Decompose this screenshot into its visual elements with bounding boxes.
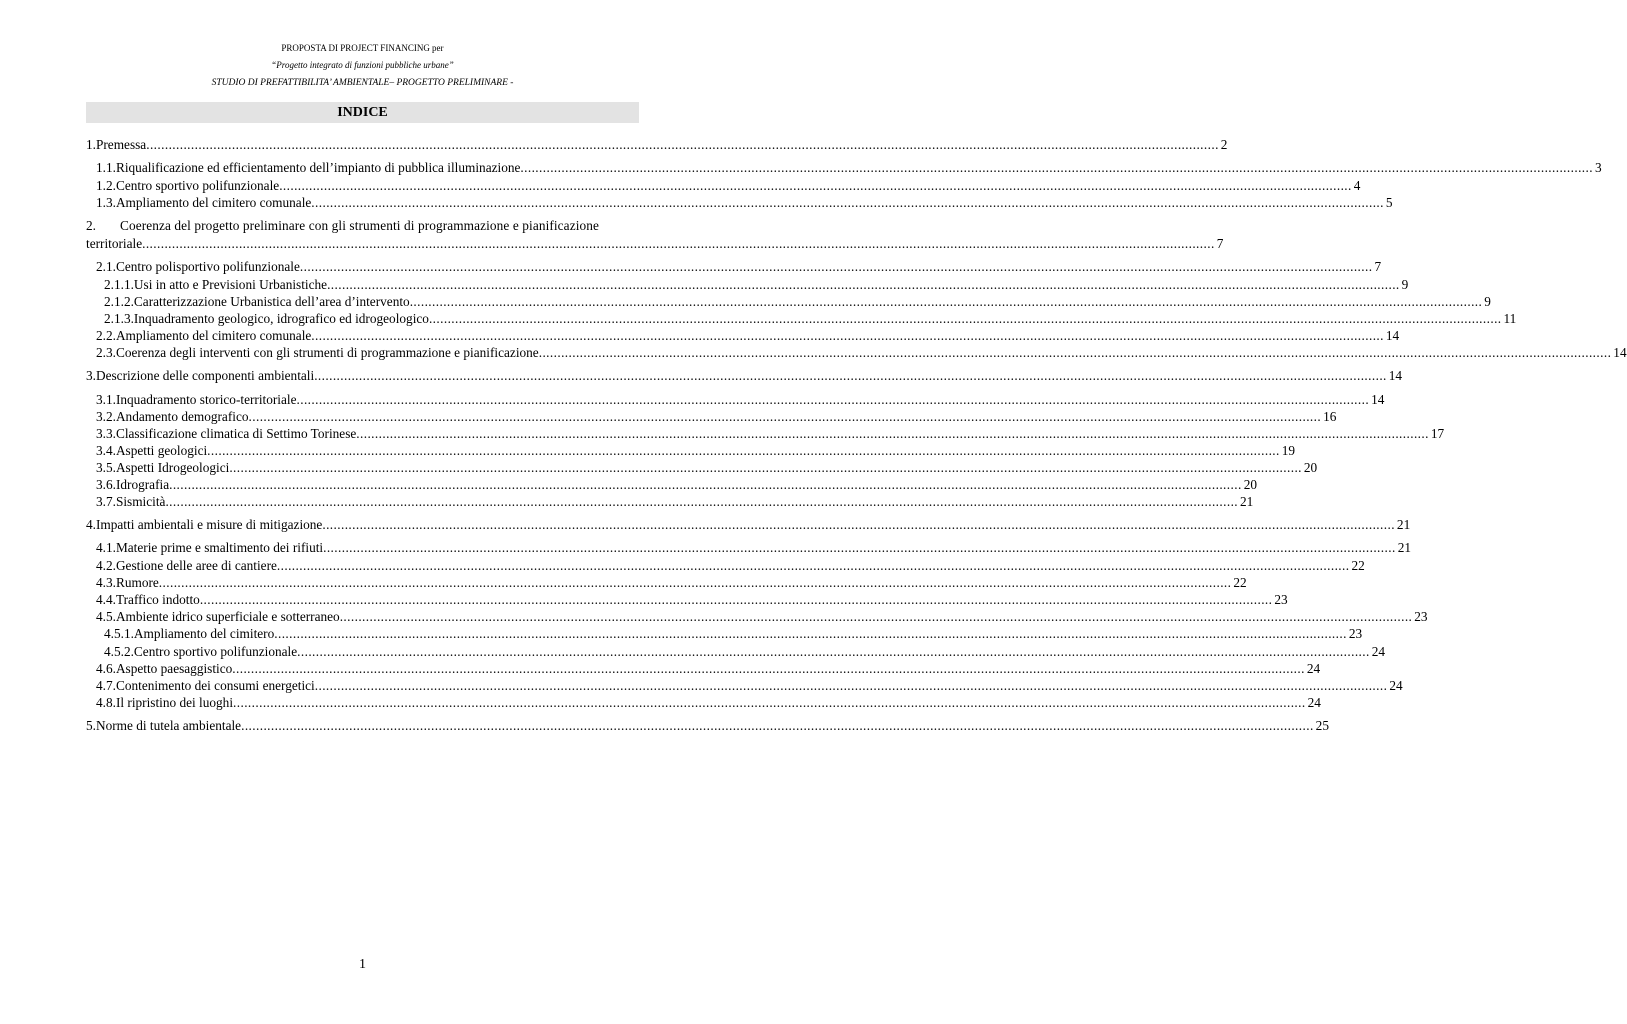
- toc-entry-page: 21: [1396, 517, 1411, 532]
- toc-entry[interactable]: [86, 625, 1363, 642]
- toc-entry-page: 11: [1503, 311, 1517, 326]
- toc-entry-title: Rumore: [115, 575, 159, 590]
- index-title: INDICE: [86, 102, 639, 123]
- toc-entry-title: Inquadramento geologico, idrografico ed idrogeologico: [133, 311, 429, 326]
- toc-entry-page: 24: [1371, 644, 1386, 659]
- toc-entry-title: Usi in atto e Previsioni Urbanistiche: [133, 277, 328, 292]
- toc-leader-dots: [322, 516, 1395, 533]
- toc-leader-dots: [297, 643, 1370, 660]
- toc-leader-dots: [311, 327, 1384, 344]
- toc-entry[interactable]: [86, 459, 1318, 476]
- toc-entry-number: 3.: [86, 368, 96, 383]
- toc-entry-title: Ampliamento del cimitero: [133, 626, 275, 641]
- toc-entry-title: Il ripristino dei luoghi: [115, 695, 234, 710]
- toc-entry-title: Contenimento dei consumi energetici: [115, 678, 315, 693]
- toc-entry[interactable]: [86, 344, 1627, 361]
- toc-entry[interactable]: [86, 425, 1445, 442]
- toc-leader-dots: [232, 660, 1305, 677]
- header-line-1: PROPOSTA DI PROJECT FINANCING per: [281, 43, 444, 53]
- toc-entry-number: 4.: [86, 517, 96, 532]
- toc-entry-title: Riqualificazione ed efficientamento dell’impianto di pubblica illuminazione: [115, 160, 521, 175]
- toc-entry-number: 2.1.: [96, 259, 116, 274]
- header-line-2: “Progetto integrato di funzioni pubbliche urbane”: [271, 60, 454, 70]
- toc-entry[interactable]: [86, 643, 1386, 660]
- toc-entry-page: 24: [1306, 661, 1321, 676]
- toc-entry-title: Aspetto paesaggistico: [115, 661, 233, 676]
- toc-entry[interactable]: [86, 516, 1411, 533]
- toc-entry-title: Norme di tutela ambientale: [95, 718, 242, 733]
- toc-entry-number: 4.1.: [96, 540, 116, 555]
- toc-entry-title: Coerenza del progetto preliminare con gli strumenti di programmazione e pianificazione: [120, 218, 599, 233]
- toc-entry-number: 3.3.: [96, 426, 116, 441]
- toc-entry-title: Sismicità: [115, 494, 166, 509]
- toc-entry-title: Gestione delle aree di cantiere: [115, 558, 277, 573]
- toc-entry[interactable]: [86, 557, 1365, 574]
- toc-entry[interactable]: [86, 177, 1361, 194]
- toc-entry-title: Classificazione climatica di Settimo Torinese: [115, 426, 357, 441]
- toc-entry-page: 7: [1216, 236, 1224, 251]
- toc-entry-page: 3: [1594, 160, 1602, 175]
- toc-entry-number: 3.4.: [96, 443, 116, 458]
- toc-entry[interactable]: [86, 574, 1247, 591]
- toc-entry-page: 16: [1323, 409, 1337, 424]
- toc-leader-dots: [277, 557, 1350, 574]
- toc-entry-page: 24: [1307, 695, 1321, 710]
- toc-entry[interactable]: [86, 608, 1428, 625]
- toc-entry-number: 4.8.: [96, 695, 116, 710]
- toc-entry-number: 4.5.1.: [104, 626, 134, 641]
- toc-entry-number: 4.6.: [96, 661, 116, 676]
- toc-entry-number: 4.7.: [96, 678, 116, 693]
- toc-entry-title: Impatti ambientali e misure di mitigazione: [95, 517, 323, 532]
- toc-entry[interactable]: [86, 159, 1602, 176]
- toc-leader-dots: [233, 694, 1306, 711]
- toc-entry-title: Andamento demografico: [115, 409, 249, 424]
- toc-entry[interactable]: [86, 493, 1254, 510]
- toc-entry-title-continued: territoriale: [86, 236, 143, 251]
- toc-leader-dots: [315, 677, 1388, 694]
- toc-entry-number: 1.: [86, 137, 96, 152]
- toc-leader-dots: [279, 177, 1352, 194]
- toc-entry-page: 21: [1240, 494, 1254, 509]
- toc-entry-page: 20: [1243, 477, 1257, 492]
- toc-entry-number: 2.1.1.: [104, 277, 134, 292]
- toc-leader-dots: [165, 493, 1238, 510]
- toc-entry[interactable]: [86, 367, 1403, 384]
- toc-entry-number: 3.1.: [96, 392, 116, 407]
- toc-entry-page: 9: [1484, 294, 1491, 309]
- toc-entry-title: Caratterizzazione Urbanistica dell’area d’intervento: [133, 294, 410, 309]
- toc-entry-page: 21: [1397, 540, 1411, 555]
- toc-entry-number: 4.5.: [96, 609, 116, 624]
- toc-entry-page: 24: [1389, 678, 1403, 693]
- toc-entry-page: 22: [1351, 558, 1365, 573]
- toc-entry-number: 2.1.2.: [104, 294, 134, 309]
- toc-entry-number: 4.3.: [96, 575, 116, 590]
- toc-leader-dots: [159, 574, 1232, 591]
- toc-leader-dots: [207, 442, 1280, 459]
- toc-leader-dots: [327, 276, 1400, 293]
- toc-entry-title: Traffico indotto: [115, 592, 200, 607]
- toc-entry-title: Inquadramento storico-territoriale: [115, 392, 297, 407]
- toc-leader-dots: [200, 591, 1273, 608]
- toc-entry[interactable]: [86, 276, 1409, 293]
- toc-entry-number: 2.1.3.: [104, 311, 134, 326]
- toc-leader-dots: [297, 391, 1370, 408]
- toc-entry[interactable]: [86, 258, 1382, 275]
- toc-entry-title: Centro polisportivo polifunzionale: [115, 259, 300, 274]
- toc-leader-dots: [311, 194, 1384, 211]
- page-number: 1: [359, 957, 366, 972]
- toc-entry-title: Idrografia: [115, 477, 170, 492]
- toc-entry-title: Aspetti Idrogeologici: [115, 460, 230, 475]
- toc-entry-title: Ampliamento del cimitero comunale: [115, 195, 312, 210]
- toc-leader-dots: [539, 344, 1612, 361]
- toc-entry-page: 14: [1385, 328, 1400, 343]
- toc-entry-number: 1.1.: [96, 160, 116, 175]
- toc-entry-page: 25: [1315, 718, 1329, 733]
- toc-entry[interactable]: [86, 677, 1403, 694]
- toc-entry-page: 23: [1414, 609, 1428, 624]
- toc-leader-dots: [429, 310, 1502, 327]
- toc-entry[interactable]: [86, 694, 1321, 711]
- toc-entry-number: 3.6.: [96, 477, 116, 492]
- toc-entry[interactable]: [86, 136, 1228, 153]
- toc-entry-page: 23: [1274, 592, 1288, 607]
- toc-entry-number: 2.3.: [96, 345, 116, 360]
- toc-leader-dots: [520, 159, 1593, 176]
- toc-entry-number: 5.: [86, 718, 96, 733]
- toc-leader-dots: [241, 717, 1314, 734]
- toc-entry-title: Aspetti geologici: [115, 443, 208, 458]
- toc-entry-page: 4: [1353, 178, 1361, 193]
- toc-entry-page: 23: [1348, 626, 1363, 641]
- toc-entry-page: 20: [1303, 460, 1318, 475]
- toc-entry-page: 2: [1220, 137, 1228, 152]
- toc-entry-page: 7: [1374, 259, 1382, 274]
- toc-entry[interactable]: [86, 327, 1400, 344]
- toc-entry-title: Materie prime e smaltimento dei rifiuti: [115, 540, 324, 555]
- toc-leader-dots: [274, 625, 1347, 642]
- toc-entry-number: 2.: [86, 218, 96, 233]
- toc-entry-number: 3.5.: [96, 460, 116, 475]
- toc-leader-dots: [410, 293, 1483, 310]
- toc-entry[interactable]: [86, 310, 1517, 327]
- toc-leader-dots: [229, 459, 1302, 476]
- toc-entry-page: 22: [1233, 575, 1247, 590]
- toc-entry-page: 14: [1613, 345, 1627, 360]
- toc-entry-number: 1.3.: [96, 195, 116, 210]
- toc-entry[interactable]: [86, 408, 1337, 425]
- toc-entry[interactable]: [86, 442, 1296, 459]
- toc-leader-dots: [356, 425, 1429, 442]
- toc-entry-page: 5: [1385, 195, 1393, 210]
- toc-entry-page: 19: [1281, 443, 1296, 458]
- toc-entry-page: 9: [1401, 277, 1409, 292]
- toc-leader-dots: [300, 258, 1373, 275]
- toc-entry[interactable]: [86, 217, 639, 234]
- toc-entry-number: 4.4.: [96, 592, 116, 607]
- toc-entry[interactable]: [86, 539, 1411, 556]
- toc-entry-number: 1.2.: [96, 178, 116, 193]
- toc-entry-number: 3.7.: [96, 494, 116, 509]
- toc-entry[interactable]: [86, 476, 1257, 493]
- toc-entry-number: 4.2.: [96, 558, 116, 573]
- toc-entry-page: 14: [1388, 368, 1403, 383]
- toc-leader-dots: [142, 235, 1215, 252]
- toc-leader-dots: [340, 608, 1413, 625]
- header-line-3: STUDIO DI PREFATTIBILITA’ AMBIENTALE– PROGETTO PRELIMINARE -: [211, 78, 514, 88]
- toc-entry[interactable]: [86, 293, 1491, 310]
- toc-entry-title: Ampliamento del cimitero comunale: [115, 328, 312, 343]
- toc-entry-title: Premessa: [95, 137, 147, 152]
- toc-entry[interactable]: [86, 660, 1321, 677]
- toc-leader-dots: [323, 539, 1396, 556]
- toc-entry-page: 14: [1371, 392, 1385, 407]
- toc-entry[interactable]: [86, 391, 1385, 408]
- toc-leader-dots: [314, 367, 1387, 384]
- toc-leader-dots: [249, 408, 1322, 425]
- toc-entry-number: 4.5.2.: [104, 644, 134, 659]
- toc-entry-continuation[interactable]: [86, 235, 1224, 252]
- toc-entry-title: Coerenza degli interventi con gli strumenti di programmazione e pianificazione: [115, 345, 539, 360]
- toc-entry[interactable]: [86, 194, 1393, 211]
- toc-entry[interactable]: [86, 591, 1288, 608]
- toc-entry-number: 3.2.: [96, 409, 116, 424]
- toc-leader-dots: [146, 136, 1219, 153]
- toc-entry-title: Centro sportivo polifunzionale: [115, 178, 280, 193]
- toc-entry-page: 17: [1430, 426, 1445, 441]
- toc-entry-title: Centro sportivo polifunzionale: [133, 644, 298, 659]
- toc-entry-title: Ambiente idrico superficiale e sotterraneo: [115, 609, 340, 624]
- toc-entry[interactable]: [86, 717, 1329, 734]
- toc-leader-dots: [169, 476, 1242, 493]
- toc-entry-number: 2.2.: [96, 328, 116, 343]
- toc-entry-title: Descrizione delle componenti ambientali: [95, 368, 315, 383]
